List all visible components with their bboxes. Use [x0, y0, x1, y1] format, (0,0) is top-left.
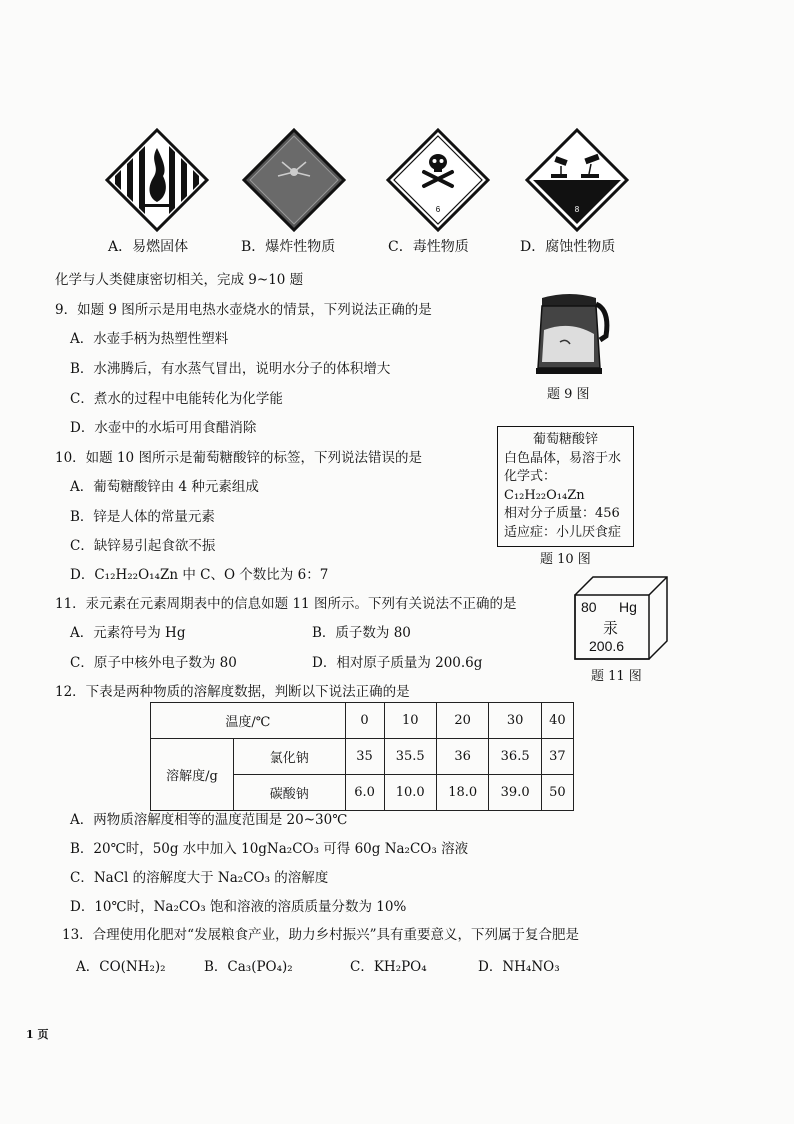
- q13-option-b: B．Ca₃(PO₄)₂: [204, 959, 293, 975]
- cell: 18.0: [436, 775, 488, 811]
- section-intro: 化学与人类健康密切相关，完成 9~10 题: [55, 272, 304, 288]
- q11-figure-caption: 题 11 图: [591, 669, 642, 684]
- label-line-1: 白色晶体，易溶于水: [504, 450, 622, 466]
- element-mass: 200.6: [589, 638, 625, 654]
- corrosive-sign: [525, 128, 629, 232]
- row-name-nacl: 氯化钠: [234, 739, 346, 775]
- toxic-icon: [386, 128, 490, 232]
- sign-caption-a: A．易燃固体: [108, 239, 189, 255]
- q11-option-a: A．元素符号为 Hg: [70, 625, 186, 641]
- explosive-sign: [242, 128, 346, 232]
- kettle-figure: [530, 290, 610, 376]
- q11-option-b: B．质子数为 80: [312, 625, 411, 641]
- temp-1: 10: [384, 703, 436, 739]
- cell: 50: [541, 775, 573, 811]
- element-cell: [573, 575, 669, 663]
- label-title: 葡萄糖酸锌: [532, 432, 598, 447]
- cell: 36.5: [489, 739, 541, 775]
- temp-2: 20: [436, 703, 488, 739]
- label-line-2: 化学式：C₁₂H₂₂O₁₄Zn: [504, 469, 585, 503]
- toxic-sign: [386, 128, 490, 232]
- zinc-gluconate-label: [497, 426, 634, 547]
- label-line-3: 相对分子质量：456: [504, 506, 620, 521]
- q12-option-b: B．20℃时，50g 水中加入 10gNa₂CO₃ 可得 60g Na₂CO₃ 溶液: [70, 841, 469, 857]
- solubility-group-header: 溶解度/g: [151, 739, 234, 811]
- table-header-row: [151, 703, 574, 739]
- sign-caption-c: C．毒性物质: [388, 239, 469, 255]
- cell: 37: [541, 739, 573, 775]
- sign-caption-b: B．爆炸性物质: [241, 239, 336, 255]
- label-line-4: 适应症：小儿厌食症: [504, 524, 622, 540]
- toxic-sign-number: 6: [435, 205, 441, 214]
- q10-option-b: B．锌是人体的常量元素: [70, 509, 215, 525]
- cell: 36: [436, 739, 488, 775]
- q9-option-c: C．煮水的过程中电能转化为化学能: [70, 391, 283, 407]
- q10-option-c: C．缺锌易引起食欲不振: [70, 538, 216, 554]
- q11-option-d: D．相对原子质量为 200.6g: [312, 655, 483, 671]
- q11-stem: 11．汞元素在元素周期表中的信息如题 11 图所示。下列有关说法不正确的是: [55, 596, 517, 612]
- cell: 10.0: [384, 775, 436, 811]
- corrosive-sign-number: 8: [574, 205, 580, 214]
- corrosive-icon: [525, 128, 629, 232]
- element-number: 80: [581, 599, 597, 615]
- q10-figure-caption: 题 10 图: [540, 552, 591, 567]
- q13-option-d: D．NH₄NO₃: [478, 959, 560, 975]
- q11-option-c: C．原子中核外电子数为 80: [70, 655, 237, 671]
- q9-option-b: B．水沸腾后，有水蒸气冒出，说明水分子的体积增大: [70, 361, 391, 377]
- kettle-icon: [530, 290, 610, 376]
- q12-stem: 12．下表是两种物质的溶解度数据，判断以下说法正确的是: [55, 684, 410, 700]
- q12-option-d: D．10℃时，Na₂CO₃ 饱和溶液的溶质质量分数为 10%: [70, 899, 407, 915]
- explosive-icon: [242, 128, 346, 232]
- row-name-na2co3: 碳酸钠: [234, 775, 346, 811]
- q10-stem: 10．如题 10 图所示是葡萄糖酸锌的标签，下列说法错误的是: [55, 450, 422, 466]
- sign-caption-d: D．腐蚀性物质: [520, 239, 616, 255]
- cell: 35: [345, 739, 384, 775]
- temp-0: 0: [345, 703, 384, 739]
- q12-option-c: C．NaCl 的溶解度大于 Na₂CO₃ 的溶解度: [70, 870, 329, 886]
- temperature-header: 温度/℃: [151, 703, 346, 739]
- flammable-solid-sign: [105, 128, 209, 232]
- temp-3: 30: [489, 703, 541, 739]
- flammable-solid-icon: [105, 128, 209, 232]
- q10-option-a: A．葡萄糖酸锌由 4 种元素组成: [70, 479, 259, 495]
- page-footer: 1 页: [26, 1028, 49, 1041]
- q12-option-a: A．两物质溶解度相等的温度范围是 20~30℃: [70, 812, 348, 828]
- q9-figure-caption: 题 9 图: [547, 387, 590, 402]
- element-name: 汞: [603, 619, 619, 637]
- solubility-table: [150, 702, 574, 811]
- cell: 39.0: [489, 775, 541, 811]
- q13-stem: 13．合理使用化肥对“发展粮食产业，助力乡村振兴”具有重要意义，下列属于复合肥是: [62, 927, 579, 943]
- cell: 35.5: [384, 739, 436, 775]
- q9-option-a: A．水壶手柄为热塑性塑料: [70, 331, 229, 347]
- q10-option-d: D．C₁₂H₂₂O₁₄Zn 中 C、O 个数比为 6：7: [70, 567, 329, 583]
- q9-stem: 9．如题 9 图所示是用电热水壶烧水的情景，下列说法正确的是: [55, 302, 432, 318]
- q9-option-d: D．水壶中的水垢可用食醋消除: [70, 420, 257, 436]
- table-row: [151, 739, 574, 775]
- q13-option-a: A．CO(NH₂)₂: [76, 959, 166, 975]
- q13-option-c: C．KH₂PO₄: [350, 959, 427, 975]
- element-symbol: Hg: [619, 599, 637, 615]
- cell: 6.0: [345, 775, 384, 811]
- temp-4: 40: [541, 703, 573, 739]
